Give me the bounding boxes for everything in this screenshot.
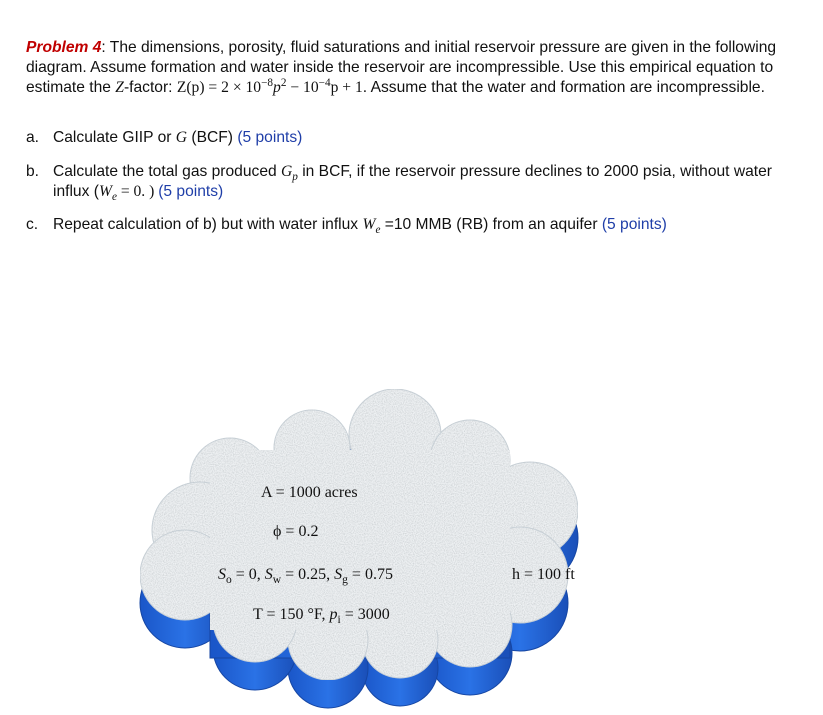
- area-label: A = 1000 acres: [261, 484, 358, 501]
- question-b-text: Calculate the total gas produced $G_p$ in BCF, if the reservoir pressure declines to 2000 psia, without water influx ($W_e = 0$. ) (5 points): [53, 163, 772, 204]
- question-a-points: (5 points): [237, 129, 303, 146]
- z-equation: $Z(p) = 2 \times 10^{-8}p^2 - 10^{-4}p + 1$: [176, 76, 363, 96]
- question-c-label: c.: [26, 216, 39, 233]
- intro-text-2: -factor:: [123, 79, 177, 96]
- question-c-points: (5 points): [601, 216, 667, 233]
- thickness-label: h = 100 ft: [512, 566, 575, 583]
- question-a-text: Calculate GIIP or G (BCF) (5 points): [53, 129, 303, 146]
- question-b-points: (5 points): [158, 183, 224, 200]
- porosity-label: ϕ = 0.2: [273, 523, 319, 540]
- temperature-pressure-label: T = 150 °F, $p_i = 3000$: [253, 606, 390, 627]
- z-symbol: Z: [115, 79, 124, 96]
- intro-text-1: : The dimensions, porosity, fluid saturations and initial reservoir pressure are given in the following diagram. Assume formation and water inside the reservoir are incompressible. Use this empirical equation to estimate the: [26, 39, 777, 96]
- problem-title: Problem 4: [26, 39, 102, 56]
- intro-text-3: . Assume that the water and formation are incompressible.: [362, 79, 765, 96]
- saturations-label: $S_o = 0$, $S_w = 0.25$, $S_g = 0.75$: [218, 566, 393, 587]
- question-c-text: Repeat calculation of b) but with water influx $W_e =10$ MMB (RB) from an aquifer (5 points): [53, 216, 667, 237]
- question-b-label: b.: [26, 163, 40, 180]
- question-a-label: a.: [26, 129, 40, 146]
